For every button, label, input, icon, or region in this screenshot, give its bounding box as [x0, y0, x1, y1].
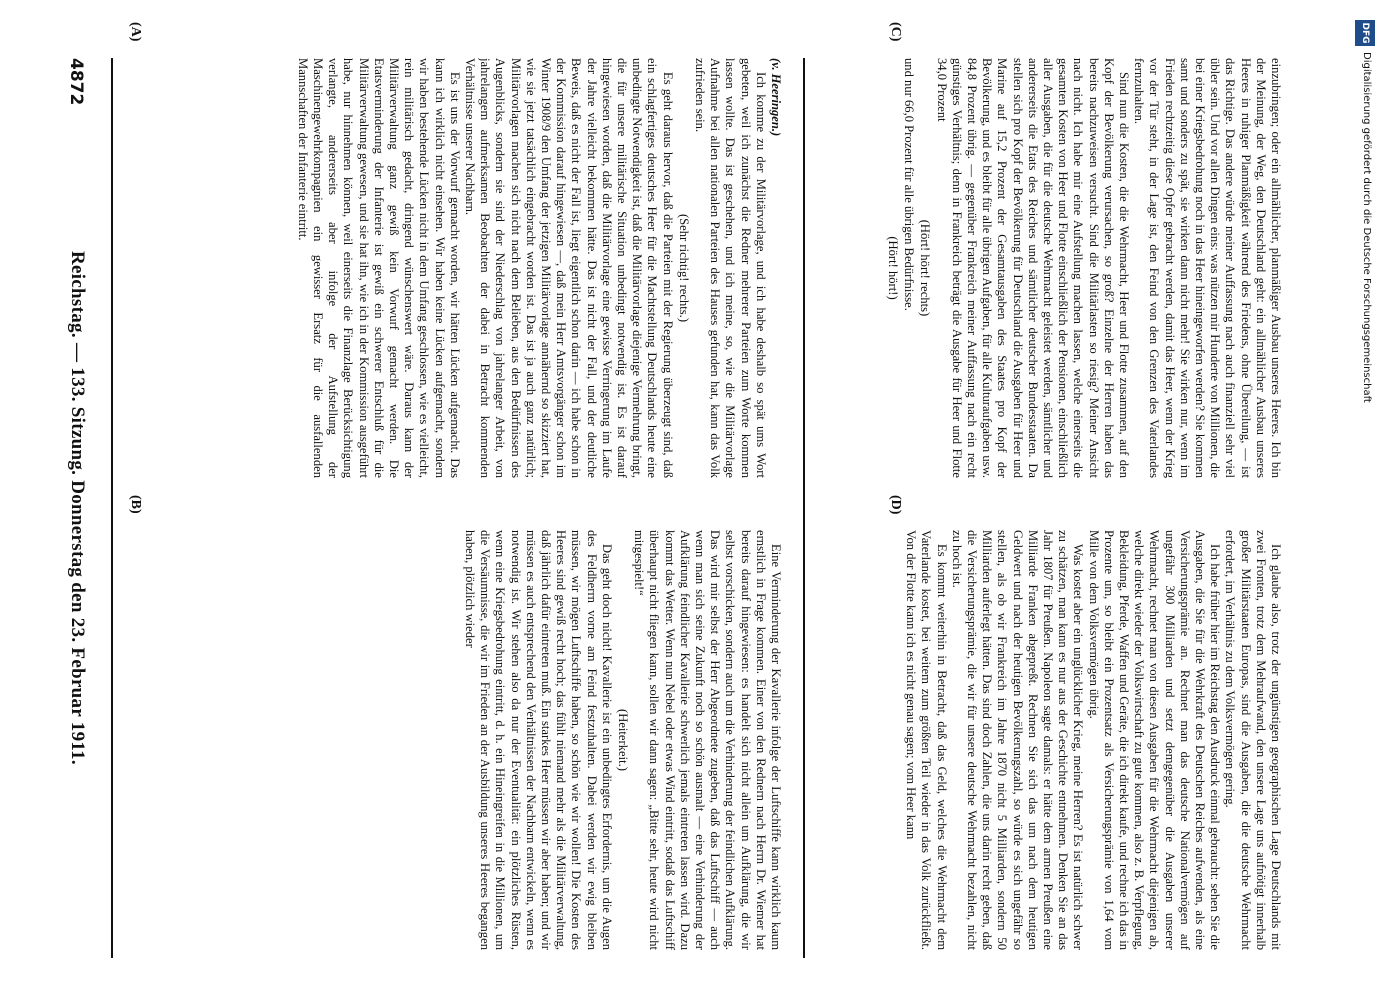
audience-response: (Heiterkeit.)	[615, 709, 630, 771]
paragraph: Das geht doch nicht! Kavallerie ist ein unbedingtes Erfordernis, um die Augen des Feldherrn vorne am Feind festzuhalten. Dabei werden wir ewig bleiben müssen, wir mögen Luftschiffe haben, so schön wie wir wollen! Die Kosten des Heeres sind gewiß recht hoch; das fühlt niemand mehr als die Militärverwaltung, daß jährlich dafür eintreten muß. Ein starkes Heer müssen wir aber haben; und wir müssen es auch entsprechend den Verhältnissen der Nachbarn entwickeln, wenn es notwendig ist. Wir stehen also da nur der Eventualität: ein plötzliches Rüsten, wenn eine Kriegsbedrohung eintritt, d. h. ein Hineingreifen in die Millionen, um die Versäumnisse, die wir im Frieden an der Ausbildung unseres Heeres begangen haben, plötzlich wieder	[462, 530, 614, 950]
margin-mark-d: (D)	[888, 495, 903, 515]
paragraph: Ich glaube also, trotz der ungünstigen geographischen Lage Deutschlands mit zwei Fronten, trotz dem Mehraufwand, den unsere Lage uns aufnötigt innerhalb großer Militärstaaten Europas, sind die Ausgaben, die die deutsche Wehrmacht erfordert, im Verhältnis zu dem Volksvermögen gering.	[1223, 530, 1283, 950]
paragraph: Ich komme zu der Militärvorlage, und ich habe deshalb so spät ums Wort gebeten, weil ich zunächst die Redner mehrerer Parteien zum Worte kommen lassen wollte. Das ist geschehen, und ich meine, so, wie die Militärvorlage Aufnahme bei allen nationalen Parteien des Hauses gefunden hat, kann das Volk zufrieden sein.	[692, 58, 768, 478]
running-header	[52, 58, 92, 958]
paragraph: Es kommt weiterhin in Betracht, daß das Geld, welches die Wehrmacht dem Vaterlande kostet, bei weitem zum größten Teil wieder in das Volk zurückfließt. Von der Flotte kann ich es nicht genau sagen; vom Heer kann	[904, 530, 949, 950]
dfg-logo: DFG	[1355, 20, 1375, 46]
margin-mark-b: (B)	[128, 495, 143, 514]
paragraph: Ich habe früher hier im Reichstag den Ausdruck einmal gebraucht: sehen Sie die Ausgaben, die Sie für die Wehrkraft des Deutschen Reiches aufwenden, als eine Versicherungsprämie an. Rechnet man das deutsche Nationalvermögen auf ungefähr 300 Milliarden und setzt demgegenüber die Ausgaben unserer Wehrmacht, rechnet man von diesen Ausgaben für die Wehrmacht diejenigen ab, welche direkt wieder der Volkswirtschaft zu gute kommen, also z. B. Verpflegung, Bekleidung, Pferde, Waffen und Geräte, die ich direkt kaufe, und rechne ich das in Prozente um, so bleibt ein Prozentsatz als Versicherungsprämie von 1,64 vom Mille von dem Volksvermögen übrig.	[1086, 530, 1223, 950]
digitization-credit	[1345, 20, 1375, 980]
column-b	[115, 530, 783, 950]
audience-response: (Sehr richtig! rechts.)	[676, 213, 691, 323]
paragraph: Eine Verminderung der Kavallerie infolge der Luftschiffe kann wirklich kaum ernstlich in Frage kommen. Einer von den Rednern nach Herrn Dr. Wiemer hat bereits darauf hingewiesen: es handelt sich nicht allein um Aufklärung, die wir selbst vorschicken, sondern auch um die Verhinderung der feindlichen Aufklärung. Das wird mir selbst der Herr Abgeordnete zugeben, daß das Luftschiff — auch wenn man sich seine Zukunft noch so schön ausmalt — eine Verhinderung der Aufklärung feindlicher Kavallerie schwerlich jemals eintreten lassen wird. Dazu kommt das Wetter. Wenn nun Nebel oder etwas Wind eintritt, sodaß das Luftschiff überhaupt nicht fliegen kann, sollen wir dann sagen: „Bitte sehr, heute wird nicht mitgespielt!“	[632, 530, 783, 950]
paragraph: Es ist uns der Vorwurf gemacht worden, wir hätten Lücken aufgemacht. Das kann ich wirklich nicht einsehen. Wir haben keine Lücken aufgemacht, sondern wir haben bestehende Lücken nicht in dem Umfang geschlossen, wie es vielleicht, rein militärisch gedacht, dringend wünschenswert wäre. Daraus kann der Militärverwaltung ganz gewiß kein Vorwurf gemacht werden. Die Etatsverminderung der Infanterie ist gewiß ein schwerer Entschluß für die Militärverwaltung gewesen, und sie hat ihn, wie ich in der Kommission ausgeführt habe, nur hinnehmen können, weil einerseits die Finanzlage Berücksichtigung verlangte, andererseits aber infolge der Aufstellung der Maschinengewehrkompagnien ein gewisser Ersatz für die ausfallenden Mannschaften der Infanterie eintritt.	[295, 58, 462, 478]
margin-mark-a: (A)	[128, 22, 143, 42]
column-separator-rule	[803, 58, 805, 958]
audience-response: (Hört! hört! rechts)	[918, 219, 933, 317]
column-c	[828, 58, 1283, 478]
paragraph: Was kostet aber ein unglücklicher Krieg, meine Herren? Es ist natürlich schwer zu schätzen, man kann es nur aus der Geschichte entnehmen. Denken Sie an das Jahr 1807 für Preußen. Napoleon sagte damals: er hätte dem armen Preußen eine Milliarde Franken abgepreßt. Rechnen Sie sich das um nach dem heutigen Geldwert und nach der heutigen Bevölkerungszahl, so würde es sich ungefähr so stellen, als ob wir Frankreich im Jahre 1870 nicht 5 Milliarden, sondern 50 Milliarden auferlegt hätten. Das sind doch Zahlen, die uns darin recht geben, daß die Versicherungsprämie, die wir für unsere deutsche Wehrmacht bezahlen, nicht zu hoch ist.	[949, 530, 1086, 950]
header-rule	[111, 58, 113, 958]
paragraph: Es geht daraus hervor, daß die Parteien mit der Regierung überzeugt sind, daß ein schlagfertiges deutsches Heer für die Machtstellung Deutschlands heute eine unbedingte Notwendigkeit ist, daß die Militärvorlage diejenige Vermehrung bringt, die für unsere militärische Situation unbedingt notwendig ist. Es ist darauf hingewiesen worden, daß die Militärvorlage eine gewisse Verringerung im Laufe der Jahre vielleicht bekommen hätte. Das ist nicht der Fall, und der deutliche Beweis, daß es nicht der Fall ist, liegt eigentlich schon darin — ich habe schon in der Kommission darauf hingewiesen —, daß mein Herr Amtsvorgänger schon im Winter 1908/9 den Umfang der jetzigen Militärvorlage annähernd so skizziert hat, wie sie jetzt tatsächlich eingebracht worden ist. Das ist ja auch ganz natürlich; Militärvorlagen machen sich nicht nach dem Belieben, aus den Bedürfnissen des Augenblicks, sondern sie sind der Niederschlag von jahrelanger Arbeit, von jahrelangem aufmerksamen Beobachten der dabei in Betracht kommenden Verhältnisse unserer Nachbarn.	[462, 58, 675, 478]
column-a	[115, 58, 783, 478]
paragraph: und nur 66,0 Prozent für alle übrigen Bedürfnisse.	[902, 58, 917, 311]
paragraph: einzubringen; oder ein allmählicher, planmäßiger Ausbau unseres Heeres. Ich bin der Meinung, der Weg, den Deutschland geht: ein allmählicher Ausbau unseres Heeres in ruhiger Planmäßigkeit während des Friedens, ohne Übereilung, — ist das Richtige. Das andere würde meiner Auffassung nach auch finanziell sehr viel übler sein. Und vor allen Dingen eins: was nützen mir Hunderte von Millionen, die bei einer Kriegsbedrohung noch in das Heer hineingeworfen werden? Sie kommen samt und sonders zu spät, sie wirken dann nicht mehr! Sie wirken nur, wenn im Frieden rechtzeitig diese Opfer gebracht werden, damit das Heer, wenn der Krieg vor der Tür steht, in der Lage ist, den Feind von den Grenzen des Vaterlandes fernzuhalten.	[1132, 58, 1283, 478]
audience-response: (Hört! hört!)	[885, 236, 900, 300]
speaker-label: (v. Heeringen.)	[769, 58, 783, 137]
margin-mark-c: (C)	[888, 22, 903, 42]
credit-text: Digitalisierung gefördert durch die Deutsche Forschungsgemeinschaft	[1361, 52, 1372, 403]
paragraph: Sind nun die Kosten, die die Wehrmacht, Heer und Flotte zusammen, auf den Kopf der Bevölkerung verursachen, so groß? Einzelne der Herren haben das bereits nachzuweisen versucht. Sind die Militärlasten so riesig? Meiner Ansicht nach nicht. Ich habe mir eine Aufstellung machen lassen, welche einerseits die gesamten Kosten von Heer und Flotte einschließlich der Pensionen, einschließlich aller Ausgaben, die für die deutsche Wehrmacht geleistet werden, sämtlicher und andererseits die Etats des Reiches und sämtlicher deutscher Bundesstaaten. Da stellen sich pro Kopf der Bevölkerung für Deutschland die Ausgaben für Heer und Marine auf 15,2 Prozent der Gesamtausgaben des Staates pro Kopf der Bevölkerung, und es bleibt für alle übrigen Aufgaben, für alle Kulturaufgaben usw. 84,8 Prozent übrig. — gegenüber Frankreich meiner Auffassung nach ein recht günstiges Verhältnis; denn in Frankreich beträgt die Ausgabe für Heer und Flotte 34,0 Prozent	[934, 58, 1131, 478]
running-title: Reichstag. — 133. Sitzung. Donnerstag den 23. Februar 1911.	[67, 250, 88, 765]
page-number: 4872	[66, 58, 86, 106]
column-d	[828, 530, 1283, 950]
